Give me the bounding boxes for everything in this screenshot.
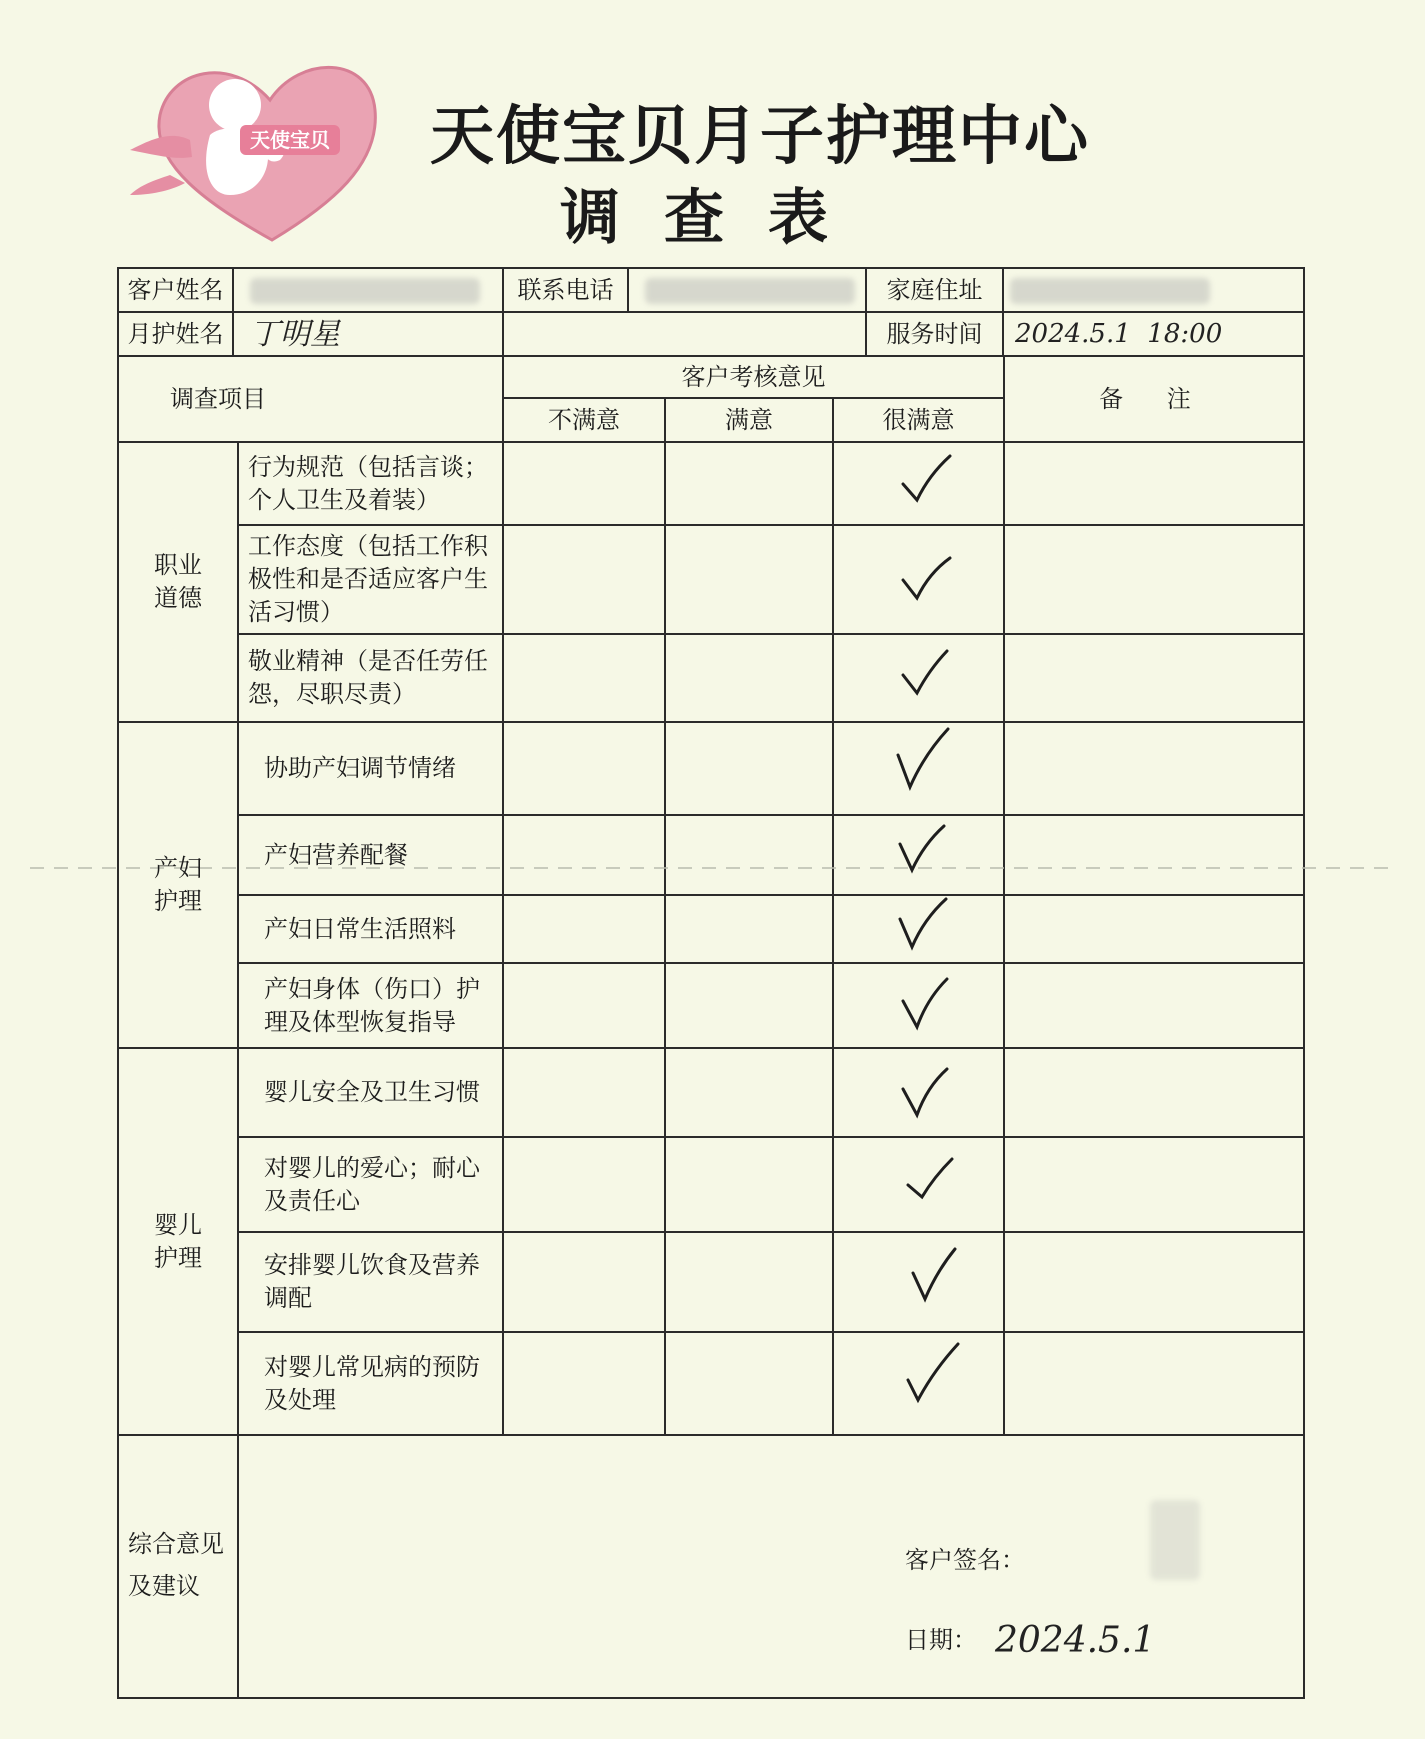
logo-text: 天使宝贝	[250, 128, 330, 152]
remark-header: 备 注	[1099, 384, 1209, 413]
date-value: 2024.5.1	[995, 1619, 1156, 1661]
checkmark-icon	[895, 1065, 955, 1125]
signature-label: 客户签名：	[905, 1545, 1025, 1574]
date-label: 日期：	[905, 1625, 977, 1654]
item-daily-care: 产妇日常生活照料	[264, 914, 456, 943]
item-baby-diet: 安排婴儿饮食及营养调配	[264, 1251, 480, 1312]
item-dedication: 敬业精神（是否任劳任怨，尽职尽责）	[248, 647, 488, 708]
checkmark-icon	[895, 450, 955, 510]
address-label: 家庭住址	[886, 275, 983, 304]
checkmark-icon	[892, 822, 952, 882]
item-baby-love: 对婴儿的爱心；耐心及责任心	[264, 1153, 480, 1215]
checkmark-icon	[905, 1245, 965, 1310]
redacted-signature	[1150, 1500, 1200, 1580]
item-baby-illness: 对婴儿常见病的预防及处理	[264, 1352, 480, 1414]
redacted-customer-name	[250, 278, 480, 304]
checkmark-icon	[895, 548, 955, 608]
category-professional-ethics: 职业道德	[154, 551, 202, 612]
redacted-phone	[645, 278, 855, 304]
redacted-address	[1010, 278, 1210, 304]
checkmark-icon	[892, 895, 952, 960]
phone-label: 联系电话	[517, 275, 614, 304]
item-work-attitude: 工作态度（包括工作积极性和是否适应客户生活习惯）	[248, 532, 488, 626]
page-title: 天使宝贝月子护理中心	[430, 100, 1090, 174]
comments-label: 综合意见及建议	[128, 1530, 224, 1600]
item-conduct: 行为规范（包括言谈；个人卫生及着装）	[248, 452, 488, 514]
item-mood-regulation: 协助产妇调节情绪	[264, 754, 456, 782]
column-satisfied: 满意	[725, 405, 773, 434]
column-unsatisfied: 不满意	[548, 405, 620, 434]
item-body-recovery: 产妇身体（伤口）护理及体型恢复指导	[264, 974, 480, 1036]
nurse-name-value: 丁明星	[250, 316, 340, 352]
survey-item-header: 调查项目	[170, 384, 266, 413]
service-time-label: 服务时间	[886, 319, 983, 348]
category-baby-care: 婴儿护理	[154, 1210, 202, 1272]
checkmark-icon	[895, 645, 955, 705]
service-time-value: 2024.5.1 18:00	[1015, 318, 1223, 349]
nurse-name-label: 月护姓名	[127, 319, 224, 348]
item-baby-safety: 婴儿安全及卫生习惯	[264, 1078, 480, 1106]
category-mother-care: 产妇护理	[154, 854, 202, 915]
customer-opinion-header: 客户考核意见	[681, 362, 826, 391]
item-nutrition-meals: 产妇营养配餐	[264, 840, 408, 869]
checkmark-icon	[900, 1155, 960, 1215]
checkmark-icon	[890, 725, 955, 800]
checkmark-icon	[895, 975, 955, 1040]
page-subtitle: 调查表	[560, 183, 872, 253]
logo-heart-angel-icon	[130, 45, 400, 245]
column-very-satisfied: 很满意	[882, 405, 955, 434]
customer-name-label: 客户姓名	[127, 275, 224, 304]
checkmark-icon	[900, 1340, 965, 1410]
